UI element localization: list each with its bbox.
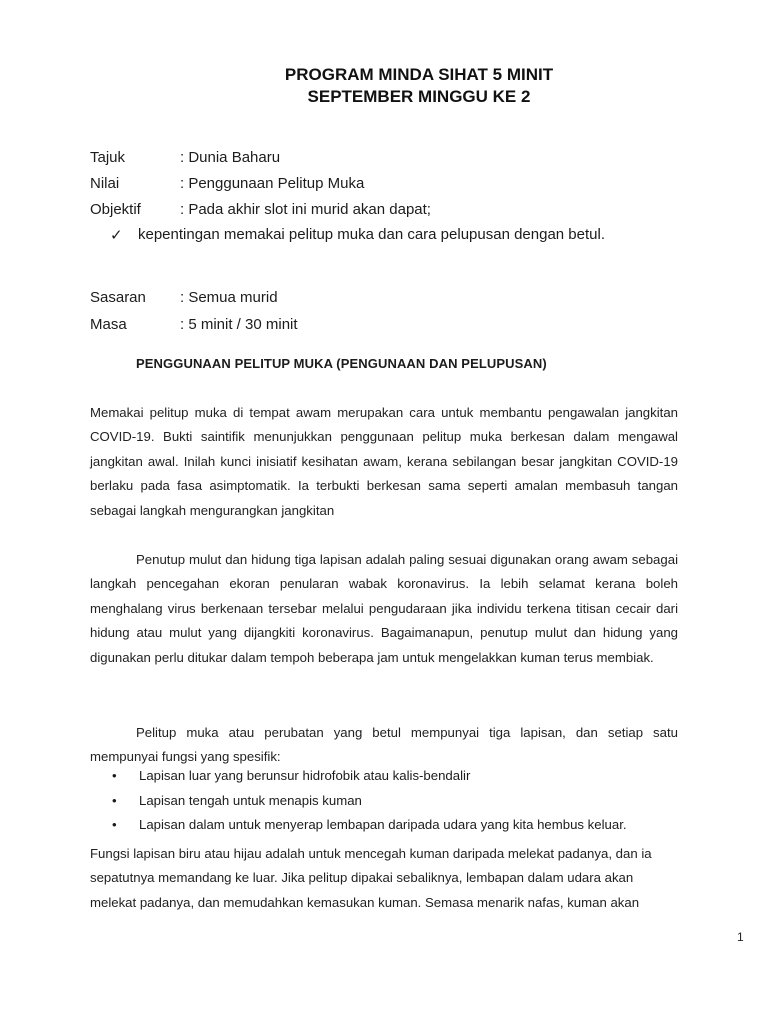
list-item: [90, 768, 690, 793]
meta-label: Sasaran: [90, 289, 146, 306]
bullet-icon: •: [112, 768, 117, 783]
bullet-icon: •: [112, 817, 117, 832]
bullet-text: Lapisan dalam untuk menyerap lembapan daripada udara yang kita hembus keluar.: [139, 817, 627, 832]
meta-label: Tajuk: [90, 149, 126, 166]
list-item: [90, 793, 690, 818]
paragraph-4: Fungsi lapisan biru atau hijau adalah untuk mencegah kuman daripada melekat padanya, dan ia sepatutnya memandang ke luar. Jika pelitup dipakai sebaliknya, lembapan dalam udara akan melekat padanya, dan memudahkan kemasukan kuman. Semasa menarik nafas, kuman akan: [90, 846, 652, 910]
meta-label: Nilai: [90, 175, 120, 192]
title-line-2: SEPTEMBER MINGGU KE 2: [307, 87, 531, 106]
paragraph-2: Penutup mulut dan hidung tiga lapisan adalah paling sesuai digunakan orang awam sebagai langkah pencegahan ekoran penularan wabak koronavirus. Ia lebih selamat kerana boleh menghalang virus berkenaan tersebar melalui pengudaraan jika individu terkena titisan cecair dari hidung atau mulut yang dijangkiti koronavirus. Bagaimanapun, penutup mulut dan hidung yang digunakan perlu ditukar dalam tempoh beberapa jam untuk mengelakkan kuman terus membiak.: [90, 552, 678, 665]
bullet-text: Lapisan luar yang berunsur hidrofobik atau kalis-bendalir: [139, 768, 471, 783]
bullet-list: [90, 768, 690, 842]
section-heading: PENGGUNAAN PELITUP MUKA (PENGUNAAN DAN PELUPUSAN): [136, 356, 547, 371]
meta-value: : Penggunaan Pelitup Muka: [180, 175, 365, 192]
bullet-icon: •: [112, 792, 117, 808]
list-item: [90, 817, 690, 842]
meta-value: : Semua murid: [180, 289, 278, 306]
meta-value: : Dunia Baharu: [180, 149, 281, 166]
objective-text: kepentingan memakai pelitup muka dan cara pelupusan dengan betul.: [138, 226, 605, 243]
paragraph-3: Pelitup muka atau perubatan yang betul mempunyai tiga lapisan, dan setiap satu mempunyai fungsi yang spesifik:: [90, 725, 678, 765]
paragraph-1: Memakai pelitup muka di tempat awam merupakan cara untuk membantu pengawalan jangkitan COVID-19. Bukti saintifik menunjukkan penggunaan pelitup muka berkesan dalam mengawal jangkitan awal. Inilah kunci inisiatif kesihatan awam, kerana sebilangan besar jangkitan COVID-19 berlaku pada fasa asimptomatik. Ia terbukti berkesan sama seperti amalan membasuh tangan sebagai langkah mengurangkan jangkitan: [90, 405, 678, 518]
checkmark-icon: ✓: [110, 227, 123, 244]
meta-label: Objektif: [90, 201, 141, 218]
meta-value: : 5 minit / 30 minit: [180, 316, 298, 333]
meta-value: : Pada akhir slot ini murid akan dapat;: [180, 201, 431, 218]
title-line-1: PROGRAM MINDA SIHAT 5 MINIT: [284, 65, 554, 84]
bullet-text: Lapisan tengah untuk menapis kuman: [139, 792, 362, 808]
meta-label: Masa: [90, 316, 127, 333]
page-number: 1: [737, 930, 744, 944]
